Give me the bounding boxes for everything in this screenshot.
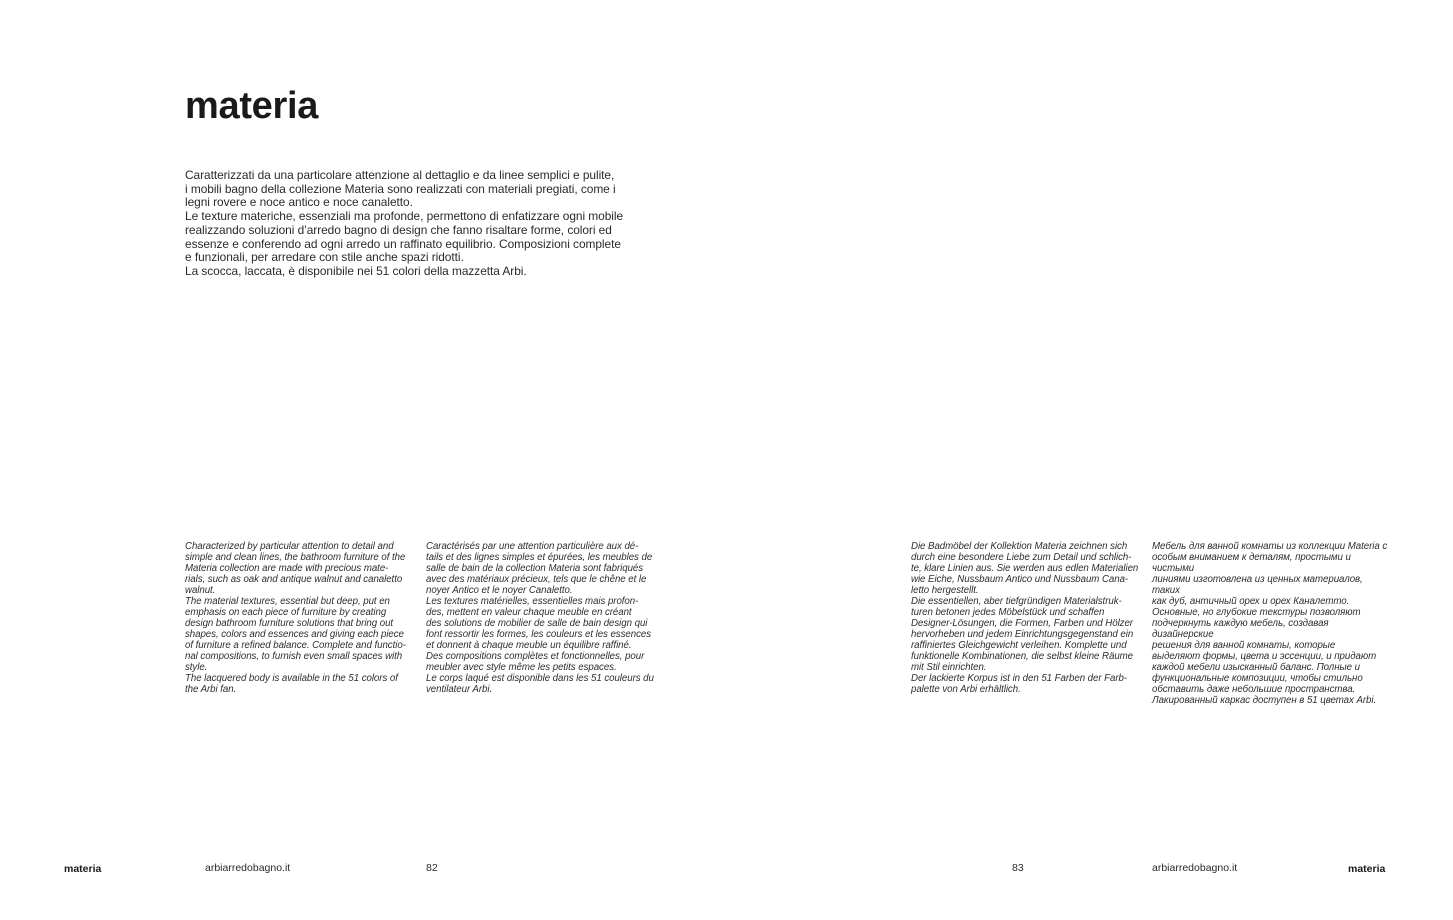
right-page xyxy=(727,0,1453,920)
footer-website-link[interactable]: arbiarredobagno.it xyxy=(1152,862,1238,874)
page-title: materia xyxy=(185,85,319,127)
text-english: Characterized by particular attention to detail and simple and clean lines, the bathroom furniture of the Materia collection are made with precious mate- rials, such as oak and antique walnut and canaletto walnut. The material textures, essential but deep, put en emphasis on each piece of furniture by creating design bathroom furniture solutions that bring out shapes, colors and essences and giving each piece of furniture a refined balance. Complete and functio- nal compositions, to furnish even small spaces with style. The lacquered body is available in the 51 colors of the Arbi fan. xyxy=(185,541,406,695)
intro-text-italian: Caratterizzati da una particolare attenzione al dettaglio e da linee semplici e pulite, i mobili bagno della collezione Materia sono realizzati con materiali pregiati, come i legni rovere e noce antico e noce canaletto. Le texture materiche, essenziali ma profonde, permettono di enfatizzare ogni mobile realizzando soluzioni d’arredo bagno di design che fanno risaltare forme, colori ed essenze e conferendo ad ogni arredo un raffinato equilibrio. Composizioni complete e funzionali, per arredare con stile anche spazi ridotti. La scocca, laccata, è disponibile nei 51 colori della mazzetta Arbi. xyxy=(185,168,624,278)
text-german: Die Badmöbel der Kollektion Materia zeichnen sich durch eine besondere Liebe zum Detail und schlich- te, klare Linien aus. Sie werden aus edlen Materialien wie Eiche, Nussbaum Antico und Nussbaum Cana- letto hergestellt. Die essentiellen, aber tiefgründigen Materialstruk- turen betonen jedes Möbelstück und schaffen Designer-Lösungen, die Formen, Farben und Hölzer hervorheben und jedem Einrichtungsgegenstand ein raffiniertes Gleichgewicht verleihen. Komplette und funktionelle Kombinationen, die selbst kleine Räume mit Stil einrichten. Der lackierte Korpus ist in den 51 Farben der Farb- palette von Arbi erhältlich. xyxy=(911,541,1139,695)
text-russian: Мебель для ванной комнаты из коллекции Materia с особым вниманием к деталям, простыми и чистыми линиями изготовлена из ценных материалов, таких как дуб, античный орех и орех Каналетто. Основные, но глубокие текстуры позволяют подчеркнуть каждую мебель, создавая дизайнерские решения для ванной комнаты, которые выделяют формы, цвета и эссенции, и придают каждой мебели изысканный баланс. Полные и функциональные композиции, чтобы стильно обставить даже небольшие пространства. Лакированный каркас доступен в 51 цветах Arbi. xyxy=(1152,541,1388,706)
text-french: Caractérisés par une attention particulière aux dé- tails et des lignes simples et épurées, les meubles de salle de bain de la collection Materia sont fabriqués avec des matériaux précieux, tels que le chêne et le noyer Antico et le noyer Canaletto. Les textures matérielles, essentielles mais profon- des, mettent en valeur chaque meuble en créant des solutions de mobilier de salle de bain design qui font ressortir les formes, les couleurs et les essences et donnent à chaque meuble un équilibre raffiné. Des compositions complètes et fonctionnelles, pour meubler avec style même les petits espaces. Le corps laqué est disponible dans les 51 couleurs du ventilateur Arbi. xyxy=(426,541,654,695)
page-number: 83 xyxy=(1012,862,1024,874)
left-page xyxy=(0,0,726,920)
footer-website-link[interactable]: arbiarredobagno.it xyxy=(205,862,291,874)
page-number: 82 xyxy=(426,862,438,874)
footer-brand: materia xyxy=(64,863,102,875)
footer-brand: materia xyxy=(1348,863,1386,875)
